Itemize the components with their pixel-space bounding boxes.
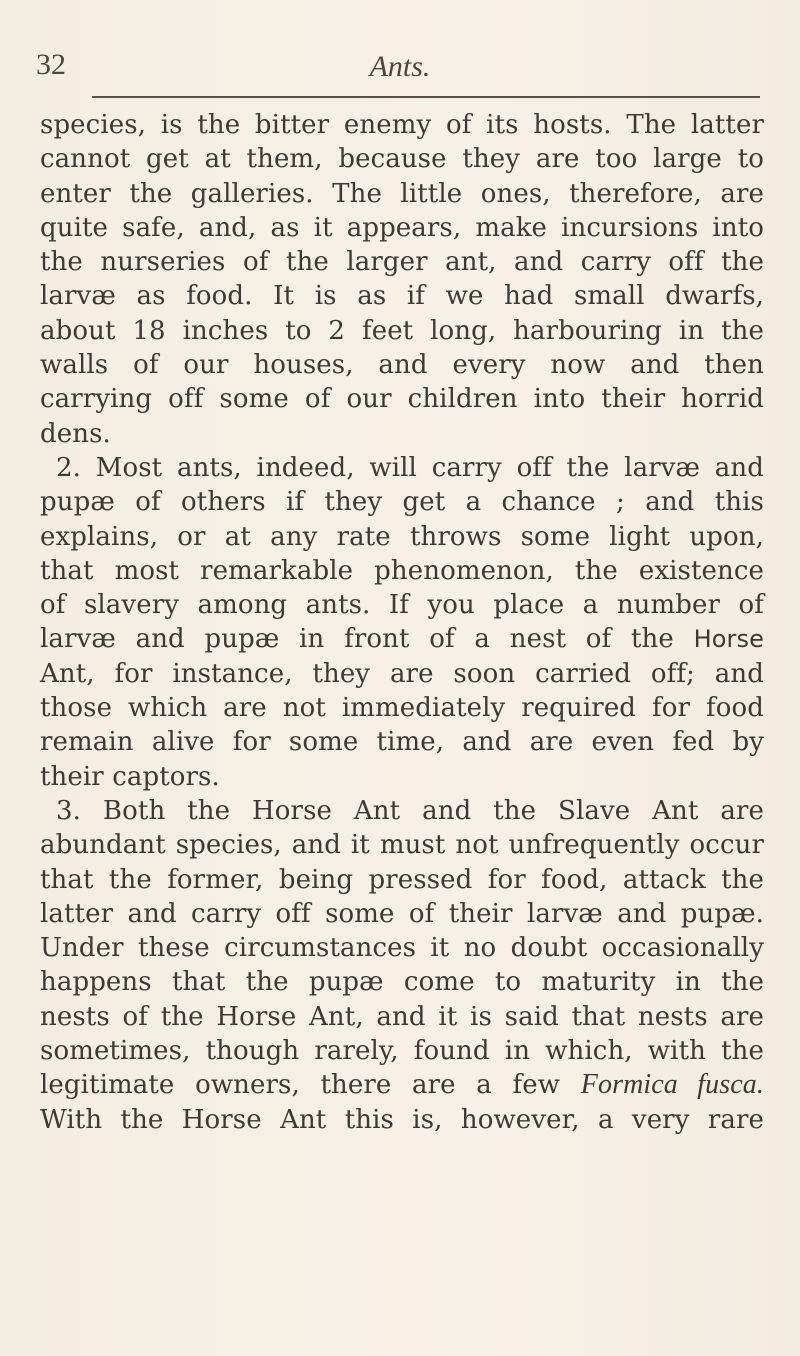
paragraph-2-start: 2. Most ants, indeed, will carry off the larvæ and [56,452,764,483]
text-line: sometimes, though rarely, found in which, with the [40,1036,764,1067]
text-line: those which are not immediately required for food [40,693,764,724]
text-line: cannot get at them, because they are too large to [40,144,764,175]
text-line: With the Horse Ant this is, however, a very rare [40,1104,764,1135]
text-line: carrying off some of our children into their horrid [40,384,764,415]
text-line: Ant, for instance, they are soon carried off; and [40,658,764,689]
text-line [40,622,764,656]
text-line: remain alive for some time, and are even fed by [40,727,764,758]
text-line: latter and carry off some of their larvæ and pupæ. [40,898,764,929]
text-line: that the former, being pressed for food, attack the [40,864,764,895]
text-line: species, is the bitter enemy of its hosts. The latter [40,110,764,140]
text-line: their captors. [40,761,220,792]
text-segment: legitimate owners, there are a few [40,1070,561,1101]
text-line: nests of the Horse Ant, and it is said that nests are [40,1001,764,1032]
text-line: explains, or at any rate throws some light upon, [40,521,764,552]
text-line: of slavery among ants. If you place a number of [40,590,764,621]
species-name-horse: Horse [693,625,764,654]
header-rule [92,96,760,98]
text-line: that most remarkable phenomenon, the existence [40,555,764,586]
text-line: dens. [40,418,111,449]
text-line: walls of our houses, and every now and then [40,350,764,381]
text-line: larvæ as food. It is as if we had small dwarfs, [40,281,764,312]
text-line: abundant species, and it must not unfrequently occur [40,830,764,861]
text-line: about 18 inches to 2 feet long, harbouring in the [40,315,764,346]
text-line: quite safe, and, as it appears, make incursions into [40,212,764,243]
text-line: enter the galleries. The little ones, therefore, are [40,178,764,209]
running-title: Ants. [369,50,431,83]
species-name-formica-fusca: Formica fusca. [580,1069,764,1101]
page-header [0,0,800,110]
text-segment: larvæ and pupæ in front of a nest of the [40,624,674,655]
body-text [40,108,764,1137]
paragraph-3-start: 3. Both the Horse Ant and the Slave Ant are [56,795,764,826]
text-line [40,1068,764,1102]
text-line: the nurseries of the larger ant, and carry off the [40,247,764,278]
text-line: Under these circumstances it no doubt occasionally [40,933,764,964]
text-line: pupæ of others if they get a chance ; and this [40,487,764,518]
text-line: happens that the pupæ come to maturity in the [40,967,764,998]
page-number: 32 [36,48,66,81]
